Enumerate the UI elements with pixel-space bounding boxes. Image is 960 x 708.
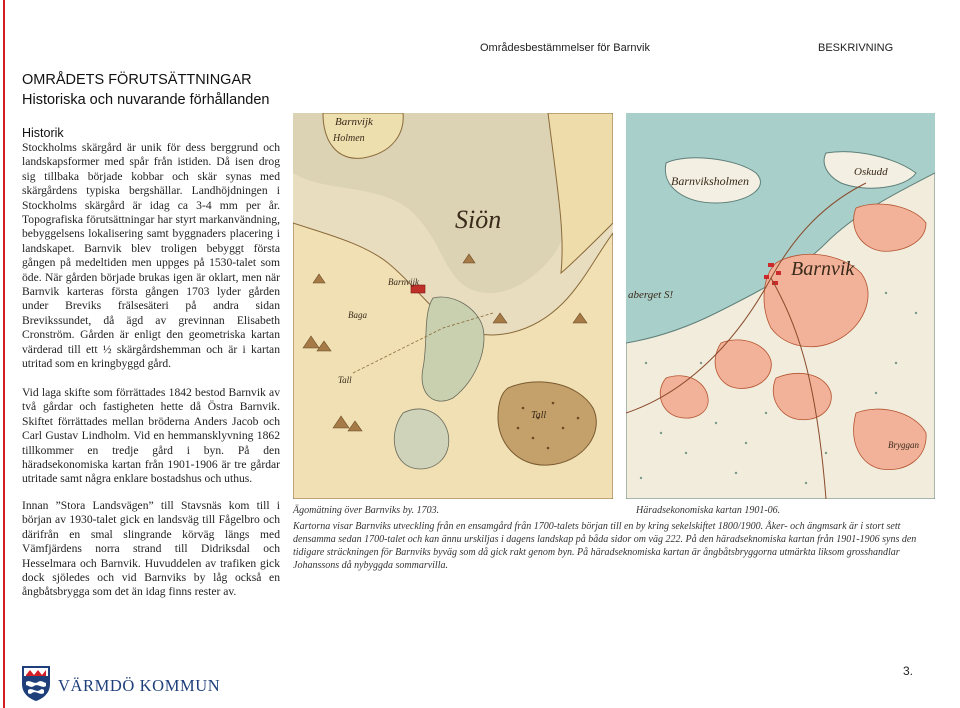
- caption-map-1703: Ägomätning över Barnviks by. 1703.: [293, 505, 440, 516]
- left-margin-rule: [3, 0, 5, 708]
- map-1901-label-oskudd: Oskudd: [854, 166, 888, 178]
- paragraph-history: Stockholms skärgård är unik för dess berggrund och landskapsformer med spår från istiden. Då isen drog sig tillbaka började kobbar och skär synas med skärgårdens typiska bergshällar. Landhöjdningen i Stockholms skärgård är idag ca 3-4 mm per år. Topografiska förutsättningar har styrt markanvändning, bebyggelsens lokalisering samt byggnaders placering i landskapet. Barnvik blev troligen bebyggt första gången på medeltiden men uppges på 1530-talet som öde. När gården började brukas igen är oklart, men när Barnvik karteras första gången 1703 lyder gården under Breviks frälsesäteri på andra sidan Brevikssundet, då ägd av grevinnan Elisabeth Cronström. Gården är enligt den geometriska kartan värderad till ett ½ skärgårdshemman och är i kartan utritad som en kringbyggd gård.: [22, 141, 280, 371]
- map-1901-label-barnvik: Barnvik: [791, 258, 855, 280]
- section-subheading: Historiska och nuvarande förhållanden: [22, 92, 270, 108]
- map-1703-label-baga: Baga: [348, 310, 367, 320]
- page-number: 3.: [903, 664, 914, 678]
- paragraph-laga-skifte: Vid laga skifte som förrättades 1842 bestod Barnvik av två gårdar och fastigheten hette då Östra Barnvik. Skiftet förrättades mellan bröderna Anders Jacob och Carl Gustav Lindholm. Vid en hemmansklyvning 1862 tillkommer en tredje gård i byn. På den häradsekonomiska kartan från 1901-1906 är tre gårdar utritade samt några enklare bostadshus och uthus.: [22, 386, 280, 486]
- map-1901: [626, 113, 935, 499]
- map-1901-drawing: [626, 113, 935, 499]
- map-1703-label-barnvijk-top: Barnvijk: [335, 116, 373, 128]
- document-title: Områdesbestämmelser för Barnvik: [480, 42, 650, 54]
- municipality-name: VÄRMDÖ KOMMUN: [58, 676, 221, 695]
- map-1703-label-holmen: Holmen: [333, 133, 365, 144]
- map-1901-label-bryggan: Bryggan: [888, 440, 919, 450]
- paragraph-landsvagen: Innan ”Stora Landsvägen” till Stavsnäs kom till i början av 1930-talet gick en landsväg till Fågelbro och därifrån en smal slingrande körväg längs med Vämfjärdens norra strand till Didriksdal och Hesselmara och Barnvik. Huvuddelen av trafiken gick dock sjöledes och vid Barnviks by låg också en ångbåtsbrygga som det än idag finns rester av.: [22, 499, 280, 599]
- map-1703-label-tall-1: Tall: [338, 375, 352, 385]
- section-label: BESKRIVNING: [818, 42, 894, 54]
- map-1901-label-aberget: aberget S!: [628, 289, 674, 301]
- history-heading: Historik: [22, 126, 64, 140]
- map-1703-drawing: [293, 113, 613, 499]
- map-1703: [293, 113, 613, 499]
- map-1901-label-barnviksholmen: Barnviksholmen: [671, 174, 749, 188]
- map-1703-label-sion: Siön: [455, 205, 502, 234]
- caption-map-1901: Häradsekonomiska kartan 1901-06.: [636, 505, 781, 516]
- varmdo-crest-icon: [20, 664, 52, 702]
- section-heading: OMRÅDETS FÖRUTSÄTTNINGAR: [22, 72, 252, 88]
- map-1703-label-barnvijk: Barnvijk: [388, 277, 419, 287]
- map-1703-label-tall-2: Tall: [531, 410, 547, 421]
- caption-body: Kartorna visar Barnviks utveckling från en ensamgård från 1700-talets början till en by kring sekelskiftet 1800/1900. Åker- och ängmsark är i stort sett densamma sedan 1700-talet och kan ännu urskiljas i dagens landskap på båda sidor om väg 222. På den häradseknomiska kartan från 1901-1906 syns den tidigare sträckningen för Barnviks byväg som då gick rakt genom byn. På häradseknomiska kartan är ångbåtsbryggorna utmärkta liksom grosshandlar Johanssons då nybyggda sommarvilla.: [293, 521, 917, 572]
